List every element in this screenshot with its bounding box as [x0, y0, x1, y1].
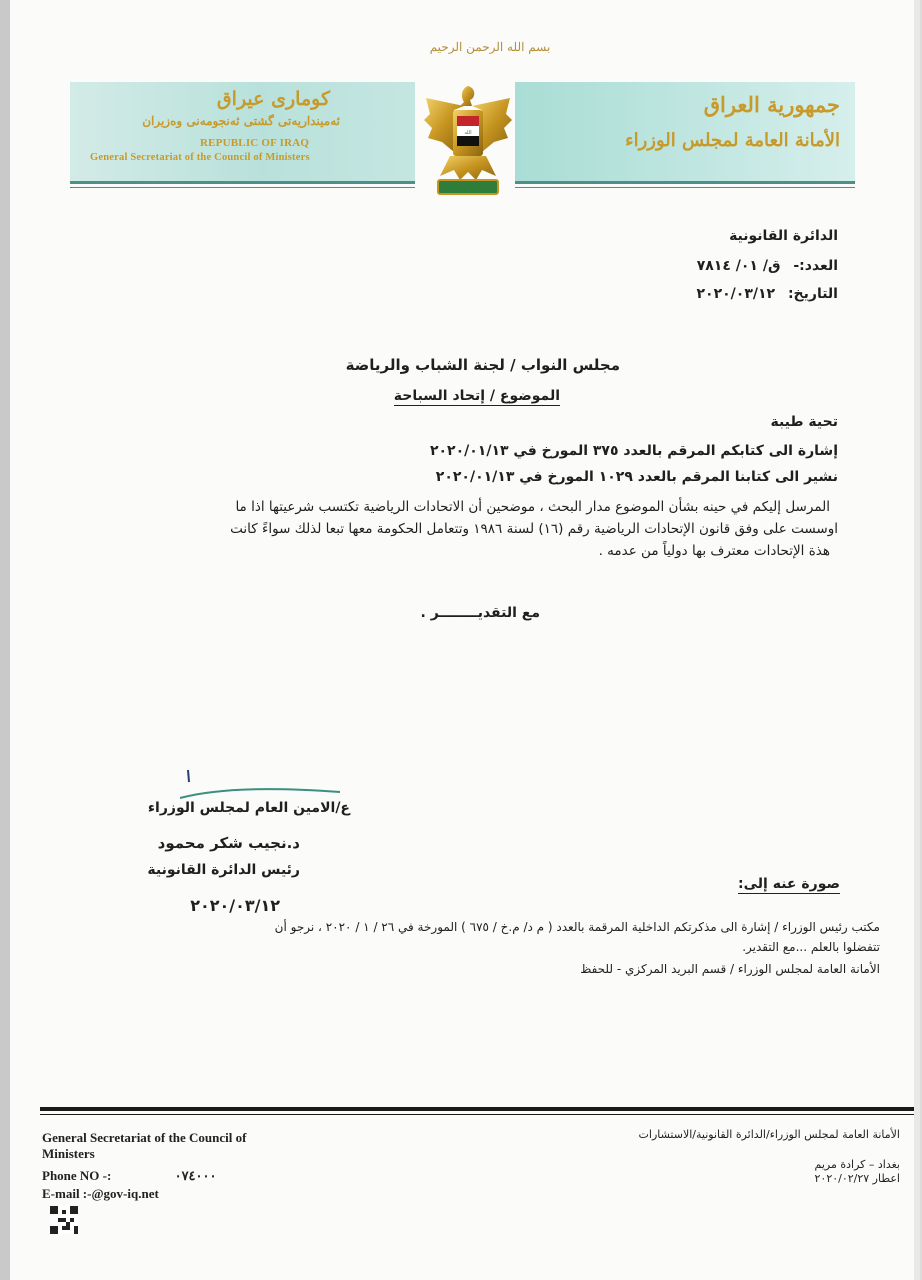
signature-line-3: رئيس الدائرة القانونية — [147, 862, 300, 878]
copy-to-line-3: الأمانة العامة لمجلس الوزراء / قسم البريد المركزي - للحفظ — [580, 962, 880, 976]
footer-ar-line-3: اعطار ٢٠٢٠/٠٢/٢٧ — [814, 1172, 900, 1185]
svg-text:الله: الله — [464, 130, 472, 136]
signature-line-2: د.نجيب شكر محمود — [157, 834, 300, 852]
footer-phone — [42, 1168, 342, 1184]
letterhead-rule-right — [515, 181, 855, 184]
footer-phone-label: Phone NO -: — [42, 1168, 112, 1183]
letterhead-kurdish-title: كومارى عيراق — [216, 88, 330, 110]
letterhead-en-republic: REPUBLIC OF IRAQ — [200, 137, 310, 149]
qr-code-icon — [50, 1206, 78, 1234]
date-row — [550, 286, 838, 302]
date-value: ٢٠٢٠/٠٣/١٢ — [696, 286, 776, 302]
addressee: مجلس النواب / لجنة الشباب والرياضة — [345, 356, 620, 374]
signature-line-1: ع/الامين العام لمجلس الوزراء — [147, 800, 350, 816]
footer-ar-line-1: الأمانة العامة لمجلس الوزراء/الدائرة القانونية/الاستشارات — [638, 1128, 900, 1141]
subject-text: الموضوع / إتحاد السباحة — [393, 388, 560, 404]
letterhead-rule-left — [70, 181, 415, 184]
letterhead-kurdish-subtitle: ئەمینداریه‌تی گشتی ئه‌نجومه‌نی وه‌زیران — [142, 114, 340, 128]
footer-rule-thin — [40, 1114, 914, 1115]
greeting: تحية طيبة — [770, 414, 838, 430]
letterhead-rule-right-thin — [515, 187, 855, 188]
copy-to-heading — [710, 876, 840, 892]
iraq-eagle-emblem-icon — [420, 80, 516, 208]
footer-ar-line-2: بغداد – كرادة مريم — [814, 1158, 900, 1171]
reference-line-2: نشير الى كتابنا المرقم بالعدد ١٠٢٩ المورخ في ٢٠٢٠/٠١/١٣ — [435, 469, 838, 485]
copy-to-line-2: تتفضلوا بالعلم ...مع التقدير. — [742, 940, 880, 954]
letterhead-en-secretariat: General Secretariat of the Council of Ministers — [90, 152, 310, 163]
letterhead-ar-secretariat: الأمانة العامة لمجلس الوزراء — [625, 130, 840, 151]
document-page — [10, 0, 914, 1280]
number-value: ق/ ٠١/ ٧٨١٤ — [696, 258, 781, 274]
copy-to-line-1: مكتب رئيس الوزراء / إشارة الى مذكرتكم الداخلية المرقمة بالعدد ( م د/ م.خ / ٦٧٥ ) المورخة في ٢٦ / ١ / ٢٠٢٠ ، نرجو أن — [274, 920, 880, 934]
copy-to-heading-text: صورة عنه إلى: — [738, 876, 840, 892]
top-invocation: بسم الله الرحمن الرحيم — [429, 40, 551, 54]
subject-line — [340, 388, 560, 404]
letterhead-rule-left-thin — [70, 187, 415, 188]
footer-rule — [40, 1107, 914, 1111]
department-label: الدائرة القانونية — [729, 228, 838, 244]
reference-line-1: إشارة الى كتابكم المرقم بالعدد ٣٧٥ المورخ في ٢٠٢٠/٠١/١٣ — [429, 443, 838, 459]
footer-en-org-line-1: General Secretariat of the Council of — [42, 1130, 247, 1145]
closing: مع التقديــــــــر . — [420, 605, 540, 621]
footer-phone-value: ٠٧٤٠٠٠ — [174, 1168, 217, 1183]
number-label: العدد:- — [793, 258, 838, 274]
letterhead-ar-republic: جمهورية العراق — [703, 92, 840, 117]
body-line-2: اوسست على وفق قانون الإتحادات الرياضية رقم (١٦) لسنة ١٩٨٦ وتتعامل الحكومة معها تبعا لذلك سواءً كانت — [230, 521, 838, 537]
signature-date: ٢٠٢٠/٠٣/١٢ — [190, 896, 280, 915]
date-label: التاريخ: — [787, 286, 838, 302]
body-line-1: المرسل إليكم في حينه بشأن الموضوع مدار البحث ، موضحين أن الاتحادات الرياضية تكتسب شرعيتها اذا ما — [235, 499, 830, 515]
number-row — [550, 258, 838, 274]
footer-email: E-mail :-@gov-iq.net — [42, 1186, 159, 1201]
body-paragraph — [150, 496, 838, 562]
body-line-3: هذة الإتحادات معترف بها دولياً من عدمه . — [598, 543, 830, 559]
footer-en-org-line-2: Ministers — [42, 1146, 95, 1161]
